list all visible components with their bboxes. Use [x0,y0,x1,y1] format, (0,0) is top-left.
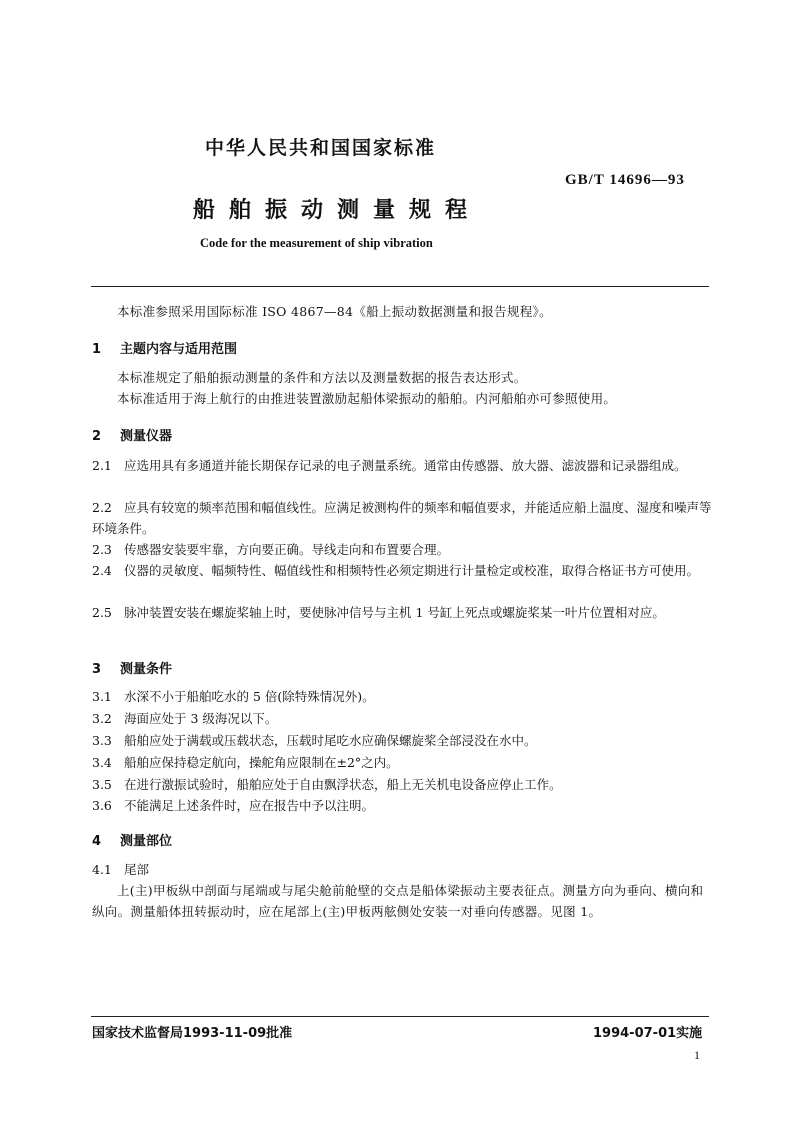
paragraph: 上(主)甲板纵中剖面与尾端或与尾尖舱前舱壁的交点是船体梁振动主要表征点。测量方向为垂向、横向和纵向。测量船体扭转振动时，应在尾部上(主)甲板两舷侧处安装一对垂向传感器。见图 1。 [92,883,704,919]
clause-number: 3.2 [92,711,112,726]
clause-text: 在进行激振试验时，船舶应处于自由飘浮状态，船上无关机电设备应停止工作。 [124,777,562,792]
clause-number: 3.4 [92,755,112,770]
clause [92,539,712,560]
document-title-en: Code for the measurement of ship vibration [200,236,433,250]
clause-number: 2.3 [92,542,112,557]
clause-text: 水深不小于船舶吃水的 5 倍(除特殊情况外)。 [124,689,375,704]
clause-text: 不能满足上述条件时，应在报告中予以注明。 [124,798,375,813]
section-number: 4 [92,834,102,849]
section-number: 2 [92,429,102,444]
section-heading [92,658,172,677]
section-heading [92,338,237,357]
section-heading [92,830,172,849]
clause-text: 脉冲装置安装在螺旋桨轴上时，要使脉冲信号与主机 1 号缸上死点或螺旋桨某一叶片位置相对应。 [124,605,665,620]
clause [92,497,712,539]
clause-number: 2.4 [92,563,112,578]
section-title: 测量仪器 [120,429,173,444]
page-number: 1 [694,1048,700,1062]
clause [92,602,712,623]
clause [92,859,712,880]
clause-number: 3.6 [92,798,112,813]
clause-text: 船舶应保持稳定航向，操舵角应限制在±2°之内。 [124,755,399,770]
standard-number: GB/T 14696—93 [565,172,685,188]
paragraph: 本标准规定了船舶振动测量的条件和方法以及测量数据的报告表达形式。 [117,370,527,385]
section-title: 测量条件 [120,662,173,677]
clause [92,708,712,729]
header-divider [91,286,709,287]
clause-number: 2.5 [92,605,112,620]
section-title: 测量部位 [120,834,173,849]
clause-text: 海面应处于 3 级海况以下。 [124,711,278,726]
paragraph: 本标准适用于海上航行的由推进装置激励起船体梁振动的船舶。内河船舶亦可参照使用。 [117,391,617,406]
clause-text: 应选用具有多通道并能长期保存记录的电子测量系统。通常由传感器、放大器、滤波器和记录器组成。 [124,458,687,473]
section-number: 1 [92,342,102,357]
clause [92,455,712,476]
clause [92,795,712,816]
approval-date: 国家技术监督局1993-11-09批准 [92,1026,293,1041]
clause [92,560,712,581]
clause-number: 3.5 [92,777,112,792]
clause-number: 2.2 [92,500,112,515]
footer-divider [91,1016,709,1017]
section-heading [92,425,172,444]
clause [92,774,712,795]
clause-text: 船舶应处于满载或压载状态，压载时尾吃水应确保螺旋桨全部浸没在水中。 [124,733,537,748]
clause-number: 4.1 [92,862,112,877]
implementation-date: 1994-07-01实施 [593,1026,703,1041]
clause-text: 仪器的灵敏度、幅频特性、幅值线性和相频特性必须定期进行计量检定或校准，取得合格证书方可使用。 [124,563,700,578]
standard-category-title: 中华人民共和国国家标准 [205,137,437,159]
clause-text: 传感器安装要牢靠，方向要正确。导线走向和布置要合理。 [124,542,450,557]
intro-paragraph: 本标准参照采用国际标准 ISO 4867—84《船上振动数据测量和报告规程》。 [117,304,552,319]
section-number: 3 [92,662,102,677]
clause [92,730,712,751]
section-title: 主题内容与适用范围 [120,342,238,357]
clause-text: 尾部 [124,862,150,877]
clause-number: 3.3 [92,733,112,748]
document-title-cn: 船舶振动测量规程 [193,198,482,223]
clause-text: 应具有较宽的频率范围和幅值线性。应满足被测构件的频率和幅值要求，并能适应船上温度、湿度和噪声等环境条件。 [92,500,712,536]
clause [92,686,712,707]
clause [92,752,712,773]
clause-number: 2.1 [92,458,112,473]
clause-number: 3.1 [92,689,112,704]
